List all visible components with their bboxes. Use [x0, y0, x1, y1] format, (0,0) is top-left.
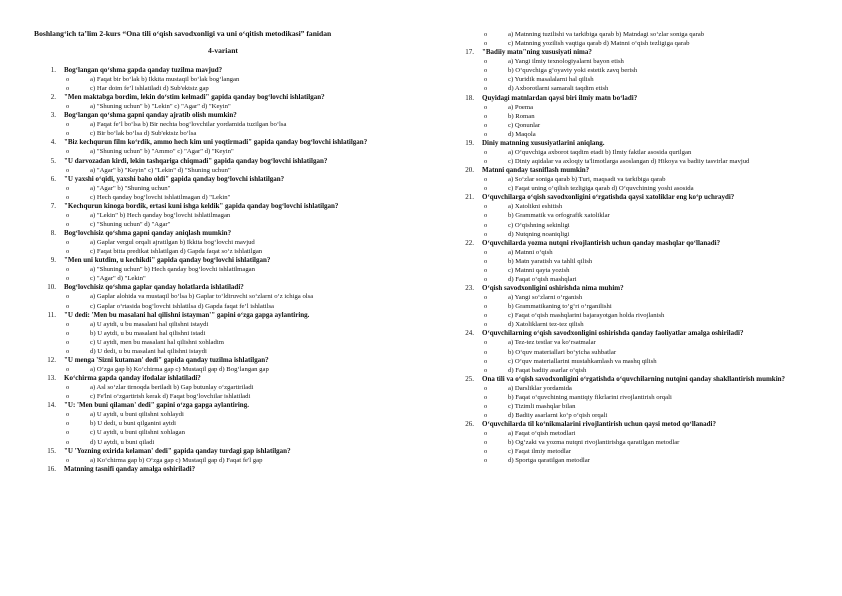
question-number: 5. — [50, 156, 56, 165]
question — [34, 447, 412, 456]
circle-bullet-icon: o — [484, 393, 488, 401]
question-number: 6. — [50, 174, 56, 183]
circle-bullet-icon: o — [66, 193, 70, 201]
option-text: c) Fe'lni o‘zgartirish kerak d) Faqat bog‘lovchilar ishlatiladi — [90, 393, 251, 401]
circle-bullet-icon: o — [484, 430, 488, 438]
circle-bullet-icon: o — [66, 85, 70, 93]
question-number: 23. — [465, 284, 474, 293]
question-text: "U 'Yozning oxirida kelaman' dedi" gapida qanday turdagi gap ishlatilgan? — [64, 446, 291, 455]
question — [34, 138, 412, 147]
question-number: 17. — [465, 48, 474, 57]
circle-bullet-icon: o — [484, 248, 488, 256]
document-title: Boshlang‘ich ta’lim 2-kurs “Ona tili o‘qish savodxonligi va uni o‘qitish metodikasi” fanidan — [34, 29, 332, 38]
answer-option — [484, 121, 824, 130]
circle-bullet-icon: o — [66, 220, 70, 228]
question-text: Bog‘lovchisiz qo‘shma gapni qanday aniqlash mumkin? — [64, 229, 232, 238]
option-text: a) Matnni o‘qish — [508, 248, 553, 256]
option-text: c) Matnning yozilish vaqtiga qarab d) Matnni o‘qish tezligiga qarab — [508, 40, 690, 48]
circle-bullet-icon: o — [484, 257, 488, 265]
question-text: O‘qish savodxonligini oshirishda nima muhim? — [482, 284, 624, 293]
circle-bullet-icon: o — [484, 76, 488, 84]
circle-bullet-icon: o — [484, 158, 488, 166]
question-text: O‘quvchilarga o‘qish savodxonligini o‘rgatishda qaysi xatoliklar eng ko‘p uchraydi? — [482, 193, 735, 202]
question-text: O‘quvchilarda yozma nutqni rivojlantirish uchun qanday mashqlar qo‘llanadi? — [482, 238, 721, 247]
option-text: b) Roman — [508, 112, 535, 120]
option-text: a) O‘quvchiga axborot taqdim etadi b) Ilmiy faktlar asosida qurilgan — [508, 148, 692, 156]
option-text: a) "Shuning uchun" b) Hech qanday bog‘lovchi ishlatilmagan — [90, 266, 255, 274]
option-text: a) Yangi so‘zlarni o‘rganish — [508, 294, 583, 302]
answer-option — [66, 365, 412, 374]
answer-option — [484, 402, 824, 411]
circle-bullet-icon: o — [484, 121, 488, 129]
answer-option — [484, 112, 824, 121]
question-number: 7. — [50, 201, 56, 210]
option-text: c) Diniy aqidalar va axloqiy ta'limotlarga asoslangan d) Hikoya va badiiy tasvirlar mavjud — [508, 158, 750, 166]
circle-bullet-icon: o — [484, 366, 488, 374]
question — [34, 374, 412, 383]
circle-bullet-icon: o — [484, 40, 488, 48]
answer-option — [66, 193, 412, 202]
question-number: 11. — [47, 310, 56, 319]
option-text: c) Yuridik masalalarni hal qilish — [508, 76, 594, 84]
answer-option — [484, 456, 824, 465]
question — [34, 175, 412, 184]
circle-bullet-icon: o — [66, 320, 70, 328]
option-text: c) Har doim fe’l ishlatiladi d) Sub'ektsiz gap — [90, 85, 209, 93]
circle-bullet-icon: o — [484, 103, 488, 111]
question-number: 19. — [465, 138, 474, 147]
circle-bullet-icon: o — [66, 103, 70, 111]
answer-option — [66, 383, 412, 392]
question-text: "Men uni kutdim, u kechikdi" gapida qanday bog‘lovchi ishlatilgan? — [64, 256, 271, 265]
circle-bullet-icon: o — [66, 420, 70, 428]
circle-bullet-icon: o — [484, 185, 488, 193]
answer-option — [484, 30, 824, 39]
question — [34, 401, 412, 410]
circle-bullet-icon: o — [66, 338, 70, 346]
circle-bullet-icon: o — [66, 121, 70, 129]
answer-option — [484, 366, 824, 375]
answer-option — [484, 384, 824, 393]
circle-bullet-icon: o — [66, 329, 70, 337]
answer-option — [484, 257, 824, 266]
circle-bullet-icon: o — [484, 266, 488, 274]
option-text: a) Matnning tuzilishi va tarkibiga qarab b) Matndagi so‘zlar soniga qarab — [508, 31, 705, 38]
option-text: c) "Agar" d) "Lekin" — [90, 275, 146, 283]
answer-option — [484, 202, 824, 211]
option-text: c) Gaplar o‘rtasida bog‘lovchi ishlatilsa d) Gapda faqat fe’l ishlatilsa — [90, 302, 275, 310]
option-text: b) Grammatikaning to‘g‘ri o‘rganilishi — [508, 303, 612, 311]
question-text: "U menga 'Sizni kutaman' dedi" gapida qanday tuzilma ishlatilgan? — [64, 355, 269, 364]
question-number: 21. — [465, 193, 474, 202]
option-text: b) Faqat o‘quvchining mantiqiy fikrlarini rivojlantirish orqali — [508, 393, 672, 401]
question-number: 16. — [47, 464, 56, 473]
question — [452, 239, 824, 248]
answer-option — [484, 175, 824, 184]
option-text: c) O‘qishning sekinligi — [508, 221, 570, 229]
question — [34, 283, 412, 292]
circle-bullet-icon: o — [66, 248, 70, 256]
circle-bullet-icon: o — [484, 439, 488, 447]
question — [34, 111, 412, 120]
option-text: b) U aytdi, u bu masalani hal qilishni istadi — [90, 329, 206, 337]
answer-option — [66, 329, 412, 338]
circle-bullet-icon: o — [66, 266, 70, 274]
question-text: O‘quvchilarning o‘qish savodxonligini oshirishda qanday faoliyatlar amalga oshiriladi? — [482, 329, 744, 338]
option-text: a) O‘zga gap b) Ko‘chirma gap c) Mustaqil gap d) Bog‘langan gap — [90, 365, 269, 373]
answer-option — [66, 292, 412, 301]
question-text: Bog‘langan qo‘shma gapda qanday tuzilma mavjud? — [64, 66, 223, 74]
circle-bullet-icon: o — [484, 448, 488, 456]
option-text: b) Grammatik va orfografik xatoliklar — [508, 212, 610, 220]
answer-option — [484, 447, 824, 456]
option-text: d) Badiiy asarlarni ko‘p o‘qish orqali — [508, 412, 608, 420]
option-text: a) Faqat o‘qish metodlari — [508, 430, 576, 438]
question-text: "Men maktabga bordim, lekin do‘stim kelmadi" gapida qanday bog‘lovchi ishlatilgan? — [64, 93, 325, 102]
question-text: Quyidagi matnlardan qaysi biri ilmiy matn bo‘ladi? — [482, 93, 638, 102]
question-text: "U darvozadan kirdi, lekin tashqariga chiqmadi" gapida qanday bog‘lovchi ishlatilgan? — [64, 156, 328, 165]
option-text: c) Faqat ilmiy metodlar — [508, 448, 571, 456]
option-text: c) U aytdi, u buni qilishni xohlagan — [90, 429, 185, 437]
answer-option — [484, 84, 824, 93]
question — [34, 229, 412, 238]
circle-bullet-icon: o — [484, 58, 488, 66]
answer-option — [484, 75, 824, 84]
option-text: c) Matnni qayta yozish — [508, 266, 570, 274]
left-column — [34, 66, 412, 474]
circle-bullet-icon: o — [66, 76, 70, 83]
circle-bullet-icon: o — [484, 457, 488, 465]
question — [34, 465, 412, 474]
option-text: d) U aytdi, u buni qiladi — [90, 438, 155, 446]
question-number: 2. — [50, 93, 56, 102]
circle-bullet-icon: o — [484, 148, 488, 156]
question-text: "Badiiy matn"ning xususiyati nima? — [482, 48, 592, 57]
question — [452, 48, 824, 57]
option-text: a) "Shuning uchun" b) "Lekin" c) "Agar" d) "Keyin" — [90, 103, 231, 111]
circle-bullet-icon: o — [66, 211, 70, 219]
question-number: 4. — [50, 138, 56, 147]
answer-option — [484, 338, 824, 347]
answer-option — [484, 348, 824, 357]
answer-option — [484, 57, 824, 66]
option-text: a) Asl so‘zlar tirnoqda beriladi b) Gap butunlay o‘zgartiriladi — [90, 384, 254, 392]
circle-bullet-icon: o — [484, 230, 488, 238]
option-text: a) "Agar" b) "Shuning uchun" — [90, 184, 171, 192]
question-number: 9. — [50, 256, 56, 265]
option-text: a) Xatolikni eshitish — [508, 203, 563, 211]
answer-option — [66, 102, 412, 111]
answer-option — [66, 220, 412, 229]
option-text: c) U aytdi, men bu masalani hal qilishni xohladim — [90, 338, 224, 346]
answer-option — [66, 75, 412, 84]
option-text: a) Darsliklar yordamida — [508, 384, 572, 392]
question-text: Bog‘langan qo‘shma gapni qanday ajratib olish mumkin? — [64, 111, 237, 120]
option-text: a) Yangi ilmiy texnologiyalarni bayon etish — [508, 58, 624, 66]
question-number: 24. — [465, 329, 474, 338]
circle-bullet-icon: o — [66, 456, 70, 464]
option-text: b) Matn yaratish va tahlil qilish — [508, 257, 593, 265]
question-number: 15. — [47, 446, 56, 455]
question — [452, 420, 824, 429]
circle-bullet-icon: o — [484, 212, 488, 220]
question-number: 13. — [47, 374, 56, 383]
answer-option — [66, 247, 412, 256]
circle-bullet-icon: o — [484, 176, 488, 184]
circle-bullet-icon: o — [66, 347, 70, 355]
circle-bullet-icon: o — [66, 429, 70, 437]
question-number: 14. — [47, 401, 56, 410]
answer-option — [484, 275, 824, 284]
question-number: 20. — [465, 166, 474, 175]
option-text: a) U aytdi, u buni qilishni xohlaydi — [90, 411, 184, 419]
option-text: b) Og‘zaki va yozma nutqni rivojlantirishga qaratilgan metodlar — [508, 439, 680, 447]
circle-bullet-icon: o — [484, 321, 488, 329]
option-text: c) Faqat bitta predikat ishlatilgan d) Gapda faqat so‘z ishlatilgan — [90, 248, 263, 256]
option-text: b) U dedi, u buni qilganini aytdi — [90, 420, 176, 428]
option-text: d) Sportga qaratilgan metodlar — [508, 457, 590, 465]
answer-option — [484, 103, 824, 112]
circle-bullet-icon: o — [484, 85, 488, 93]
answer-option — [66, 302, 412, 311]
circle-bullet-icon: o — [484, 384, 488, 392]
option-text: c) Bir bo‘lak bo‘lsa d) Sub'ektsiz bo‘lsa — [90, 130, 197, 138]
question — [34, 311, 412, 320]
option-text: a) Ko‘chirma gap b) O‘zga gap c) Mustaqil gap d) Faqat fe'l gap — [90, 456, 263, 464]
answer-option — [66, 84, 412, 93]
circle-bullet-icon: o — [66, 293, 70, 301]
option-text: d) Faqat o‘qish mashqlari — [508, 275, 577, 283]
circle-bullet-icon: o — [484, 403, 488, 410]
circle-bullet-icon: o — [66, 411, 70, 419]
right-column — [452, 30, 824, 466]
circle-bullet-icon: o — [484, 221, 488, 229]
answer-option — [484, 66, 824, 75]
question-text: Matnni qanday tasniflash mumkin? — [482, 166, 590, 175]
answer-option — [484, 130, 824, 139]
question-text: O‘quvchilarda til ko‘nikmalarini rivojlantirish uchun qaysi metod qo‘llanadi? — [482, 420, 716, 429]
question — [34, 256, 412, 265]
option-text: d) Faqat badiiy asarlar o‘qish — [508, 366, 587, 374]
answer-option — [484, 429, 824, 438]
question-text: "U dedi: 'Men bu masalani hal qilishni istayman'" gapini o‘zga gapga aylantiring. — [64, 310, 310, 319]
question-text: Ko‘chirma gapda qanday ifodalar ishlatiladi? — [64, 374, 201, 383]
circle-bullet-icon: o — [66, 166, 70, 174]
answer-option — [66, 274, 412, 283]
circle-bullet-icon: o — [66, 239, 70, 247]
question-text: Diniy matnning xususiyatlarini aniqlang. — [482, 138, 605, 147]
question-number: 26. — [465, 420, 474, 429]
circle-bullet-icon: o — [66, 365, 70, 373]
option-text: b) O‘quv materiallari bo‘yicha suhbatlar — [508, 348, 617, 356]
option-text: c) Tizimli mashqlar bilan — [508, 403, 576, 410]
option-text: a) So‘zlar soniga qarab b) Turi, maqsadi va tarkibiga qarab — [508, 176, 666, 184]
option-text: d) Nutqning noaniqligi — [508, 230, 570, 238]
circle-bullet-icon: o — [66, 184, 70, 192]
answer-option — [66, 347, 412, 356]
circle-bullet-icon: o — [484, 294, 488, 302]
option-text: a) Faqat bir bo‘lak b) Ikkita mustaqil bo‘lak bog‘langan — [90, 76, 240, 83]
option-text: c) Qonunlar — [508, 121, 541, 129]
circle-bullet-icon: o — [66, 438, 70, 446]
option-text: d) Maqola — [508, 130, 536, 138]
answer-option — [66, 211, 412, 220]
question — [34, 356, 412, 365]
option-text: c) Faqat o‘qish mashqlarini bajarayotgan holda rivojlanish — [508, 312, 665, 320]
option-text: a) Faqat fe’l bo‘lsa b) Bir nechta bog‘lovchilar yordamida tuzilgan bo‘lsa — [90, 121, 287, 129]
circle-bullet-icon: o — [66, 302, 70, 310]
answer-option — [484, 393, 824, 402]
option-text: a) "Agar" b) "Keyin" c) "Lekin" d) "Shuning uchun" — [90, 166, 231, 174]
answer-option — [66, 438, 412, 447]
answer-option — [66, 320, 412, 329]
answer-option — [66, 338, 412, 347]
circle-bullet-icon: o — [66, 275, 70, 283]
question-number: 10. — [47, 283, 56, 292]
question — [34, 157, 412, 166]
circle-bullet-icon: o — [66, 384, 70, 392]
question — [452, 284, 824, 293]
option-text: d) Xatoliklarni tez-tez qilish — [508, 321, 584, 329]
question-number: 18. — [465, 93, 474, 102]
option-text: b) O‘quvchiga g‘oyaviy yoki estetik zavq berish — [508, 67, 638, 75]
answer-option — [484, 293, 824, 302]
question-number: 1. — [50, 66, 56, 74]
circle-bullet-icon: o — [484, 312, 488, 320]
answer-option — [484, 211, 824, 220]
circle-bullet-icon: o — [66, 393, 70, 401]
question — [34, 93, 412, 102]
answer-option — [484, 411, 824, 420]
variant-label: 4-variant — [208, 46, 238, 55]
answer-option — [66, 238, 412, 247]
question — [452, 94, 824, 103]
option-text: d) U dedi, u bu masalani hal qilishni istaydi — [90, 347, 207, 355]
question-number: 12. — [47, 355, 56, 364]
option-text: a) U aytdi, u bu masalani hal qilishni istaydi — [90, 320, 209, 328]
answer-option — [484, 39, 824, 48]
answer-option — [484, 221, 824, 230]
question — [34, 202, 412, 211]
answer-option — [484, 357, 824, 366]
answer-option — [484, 157, 824, 166]
option-text: c) O‘quv materiallarini mustahkamlash va mashq qilish — [508, 357, 657, 365]
answer-option — [484, 266, 824, 275]
question — [452, 139, 824, 148]
answer-option — [66, 166, 412, 175]
question — [452, 329, 824, 338]
question-text: "U yaxshi o‘qidi, yaxshi baho oldi" gapida qanday bog‘lovchi ishlatilgan? — [64, 174, 285, 183]
question-text: Matnning tasnifi qanday amalga oshiriladi? — [64, 464, 196, 473]
answer-option — [484, 148, 824, 157]
circle-bullet-icon: o — [484, 303, 488, 311]
question-number: 22. — [465, 238, 474, 247]
option-text: c) Faqat uning o‘qilish tezligiga qarab d) O‘quvchining yoshi asosida — [508, 185, 694, 193]
circle-bullet-icon: o — [484, 67, 488, 75]
answer-option — [66, 419, 412, 428]
circle-bullet-icon: o — [66, 130, 70, 138]
answer-option — [484, 438, 824, 447]
question-number: 3. — [50, 111, 56, 120]
answer-option — [66, 147, 412, 156]
answer-option — [66, 392, 412, 401]
circle-bullet-icon: o — [484, 31, 488, 38]
question-text: Bog‘lovchisiz qo‘shma gaplar qanday holatlarda ishlatiladi? — [64, 283, 244, 292]
answer-option — [484, 230, 824, 239]
circle-bullet-icon: o — [66, 148, 70, 156]
circle-bullet-icon: o — [484, 112, 488, 120]
option-text: a) Poema — [508, 103, 534, 111]
option-text: a) "Shuning uchun" b) "Ammo" c) "Agar" d) "Keyin" — [90, 148, 234, 156]
answer-option — [484, 302, 824, 311]
answer-option — [66, 410, 412, 419]
answer-option — [66, 265, 412, 274]
question-text: "Kechqurun kinoga bordik, ertasi kuni ishga keldik" gapida qanday bog‘lovchi ishlatilgan? — [64, 201, 339, 210]
option-text: a) Tez-tez testlar va ko‘rsatmalar — [508, 339, 596, 347]
question-text: "U: 'Men buni qilaman' dedi" gapini o‘zga gapga aylantiring. — [64, 401, 249, 410]
answer-option — [66, 428, 412, 437]
question-text: Ona tili va o‘qish savodxonligini o‘rgatishda o‘quvchilarning nutqini qanday shakllantirish mumkin? — [482, 374, 786, 383]
answer-option — [66, 120, 412, 129]
question — [452, 193, 824, 202]
question-text: "Biz kechqurun film ko‘rdik, ammo hech kim uni yoqtirmadi" gapida qanday bog‘lovchi ishlatilgan? — [64, 138, 368, 147]
option-text: a) Gaplar alohida va mustaqil bo‘lsa b) Gaplar to‘ldiruvchi so‘zlarni o‘z ichiga olsa — [90, 293, 314, 301]
answer-option — [484, 184, 824, 193]
answer-option — [66, 129, 412, 138]
option-text: d) Axborotlarni samarali taqdim etish — [508, 85, 609, 93]
answer-option — [484, 248, 824, 257]
question-number: 25. — [465, 374, 474, 383]
answer-option — [484, 320, 824, 329]
question — [452, 375, 824, 384]
question — [452, 166, 824, 175]
circle-bullet-icon: o — [484, 357, 488, 365]
answer-option — [484, 311, 824, 320]
circle-bullet-icon: o — [484, 203, 488, 211]
option-text: a) Gaplar vergul orqali ajratilgan b) Ikkita bog‘lovchi mavjud — [90, 239, 255, 247]
question — [34, 66, 412, 75]
option-text: c) "Shuning uchun" d) "Agar" — [90, 220, 171, 228]
circle-bullet-icon: o — [484, 412, 488, 420]
question-number: 8. — [50, 229, 56, 238]
circle-bullet-icon: o — [484, 348, 488, 356]
option-text: a) "Lekin" b) Hech qanday bog‘lovchi ishlatilmagan — [90, 211, 231, 219]
answer-option — [66, 184, 412, 193]
circle-bullet-icon: o — [484, 275, 488, 283]
circle-bullet-icon: o — [484, 130, 488, 138]
answer-option — [66, 456, 412, 465]
option-text: c) Hech qanday bog‘lovchi ishlatilmagan d) "Lekin" — [90, 193, 231, 201]
circle-bullet-icon: o — [484, 339, 488, 347]
